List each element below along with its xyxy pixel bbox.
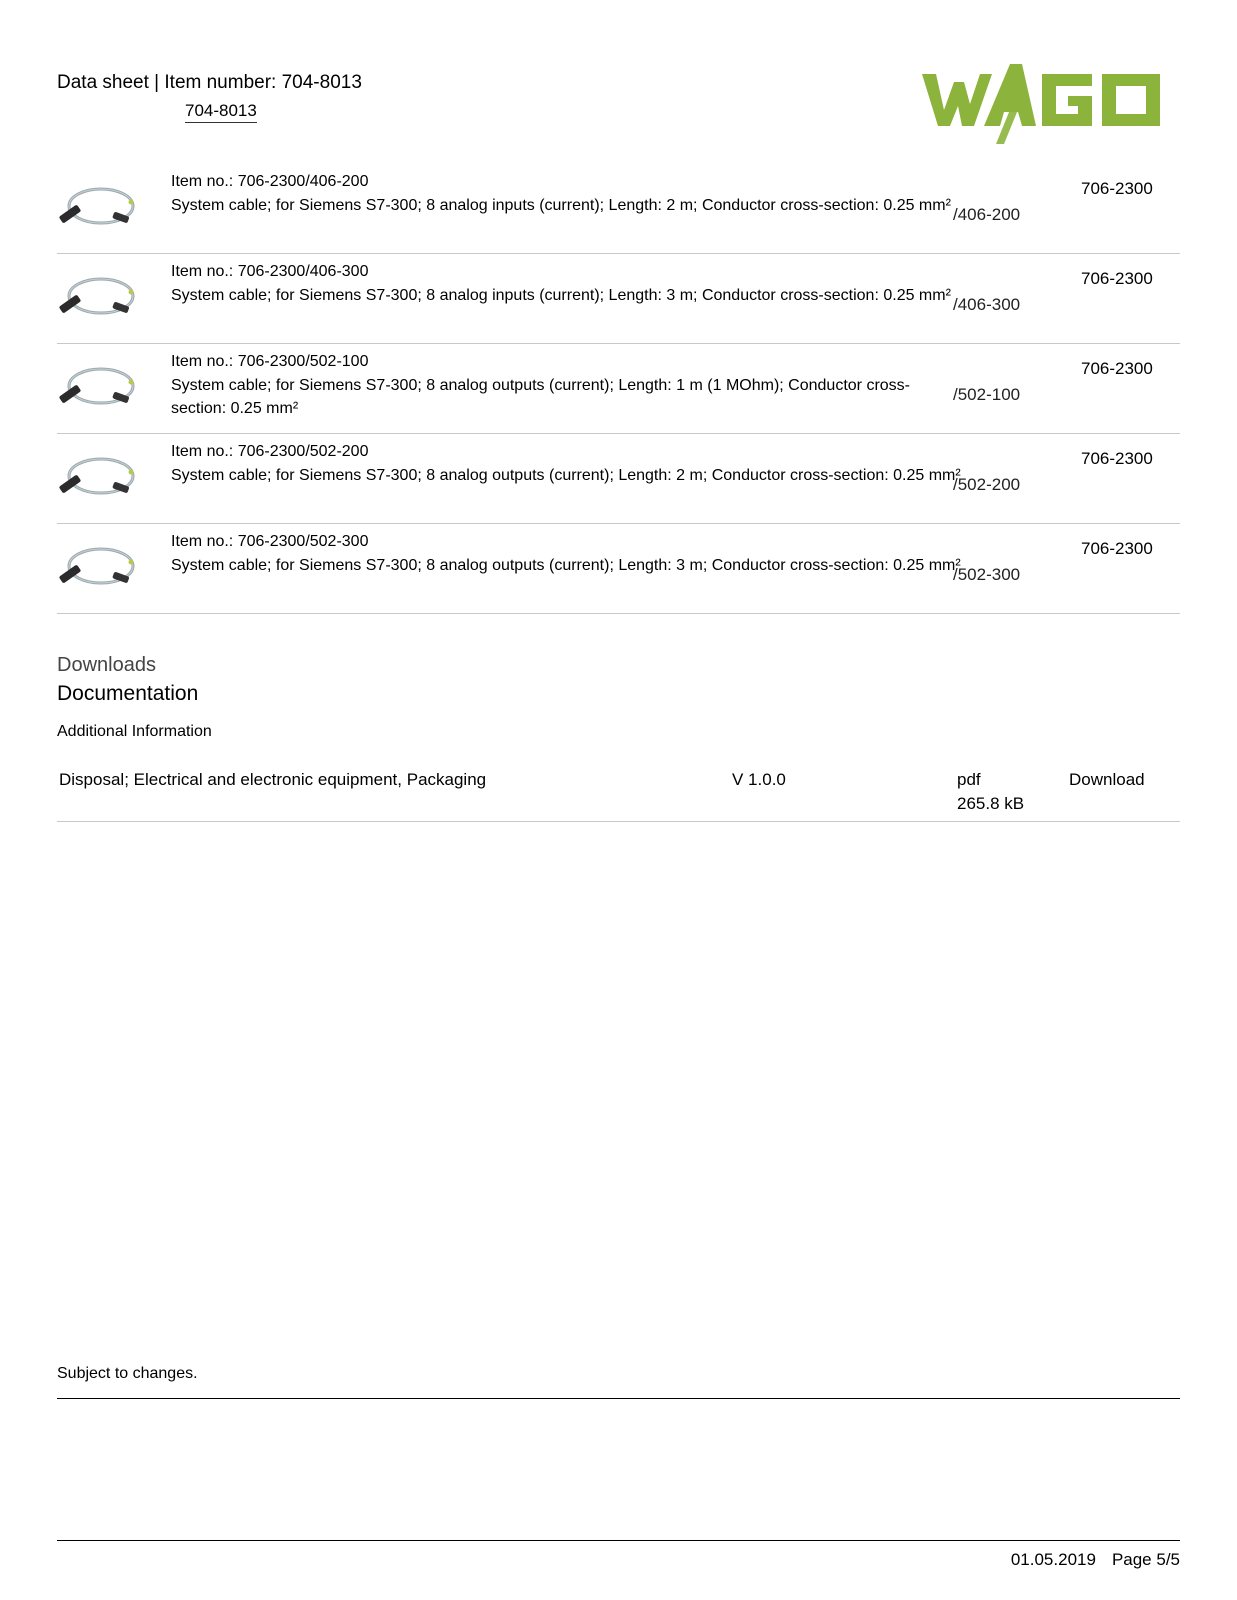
cable-image: [57, 356, 137, 420]
product-item-number: Item no.: 706-2300/502-200: [171, 443, 369, 460]
download-file-type: pdf: [957, 770, 981, 789]
footer-divider-bottom: [57, 1540, 1180, 1541]
product-text: [171, 440, 961, 487]
product-description: System cable; for Siemens S7-300; 8 analog inputs (current); Length: 2 m; Conductor cross-section: 0.25 mm²: [171, 196, 951, 214]
cable-image: [57, 266, 137, 330]
product-item-number: Item no.: 706-2300/502-100: [171, 353, 369, 370]
product-family[interactable]: 706-2300: [1081, 539, 1153, 558]
footer-date: 01.05.2019: [1010, 1550, 1096, 1569]
product-reference: /406-200: [953, 205, 1021, 224]
product-text: [171, 170, 961, 217]
product-item-number: Item no.: 706-2300/502-300: [171, 533, 369, 550]
product-description: System cable; for Siemens S7-300; 8 analog outputs (current); Length: 2 m; Conductor cross-section: 0.25 mm²: [171, 466, 961, 484]
product-description: System cable; for Siemens S7-300; 8 analog outputs (current); Length: 1 m (1 MOhm); Conductor cross-section: 0.25 mm²: [171, 376, 910, 417]
additional-information-heading: Additional Information: [57, 723, 212, 740]
product-row: [57, 524, 1180, 614]
cable-image: [57, 176, 137, 240]
product-description: System cable; for Siemens S7-300; 8 analog inputs (current); Length: 3 m; Conductor cross-section: 0.25 mm²: [171, 286, 951, 304]
product-reference: /502-100: [953, 385, 1021, 404]
download-version: V 1.0.0: [732, 770, 786, 789]
product-list: [57, 164, 1180, 614]
product-reference: /406-300: [953, 295, 1021, 314]
product-row: [57, 344, 1180, 434]
subject-to-changes-note: Subject to changes.: [57, 1365, 198, 1382]
product-family[interactable]: 706-2300: [1081, 179, 1153, 198]
cable-image: [57, 536, 137, 600]
product-text: [171, 260, 961, 307]
product-text: [171, 350, 961, 421]
footer: [995, 1550, 1180, 1570]
footer-divider-top: [57, 1398, 1180, 1399]
product-item-number: Item no.: 706-2300/406-200: [171, 173, 369, 190]
product-family[interactable]: 706-2300: [1081, 359, 1153, 378]
download-name: Disposal; Electrical and electronic equipment, Packaging: [59, 770, 487, 789]
product-family[interactable]: 706-2300: [1081, 269, 1153, 288]
footer-page-number: Page 5/5: [1111, 1550, 1180, 1569]
download-row: [57, 756, 1180, 822]
product-reference: /502-300: [953, 565, 1021, 584]
wago-logo: [922, 60, 1178, 144]
product-row: [57, 164, 1180, 254]
download-file-size: 265.8 kB: [957, 794, 1025, 813]
product-text: [171, 530, 961, 577]
documentation-heading: Documentation: [57, 682, 199, 705]
product-family[interactable]: 706-2300: [1081, 449, 1153, 468]
product-row: [57, 254, 1180, 344]
product-row: [57, 434, 1180, 524]
product-item-number: Item no.: 706-2300/406-300: [171, 263, 369, 280]
download-link[interactable]: Download: [1069, 770, 1145, 789]
downloads-heading: Downloads: [57, 654, 156, 676]
product-reference: /502-200: [953, 475, 1021, 494]
page-title: Data sheet | Item number: 704-8013: [57, 72, 362, 93]
item-number-link[interactable]: 704-8013: [185, 101, 257, 123]
product-description: System cable; for Siemens S7-300; 8 analog outputs (current); Length: 3 m; Conductor cross-section: 0.25 mm²: [171, 556, 961, 574]
cable-image: [57, 446, 137, 510]
